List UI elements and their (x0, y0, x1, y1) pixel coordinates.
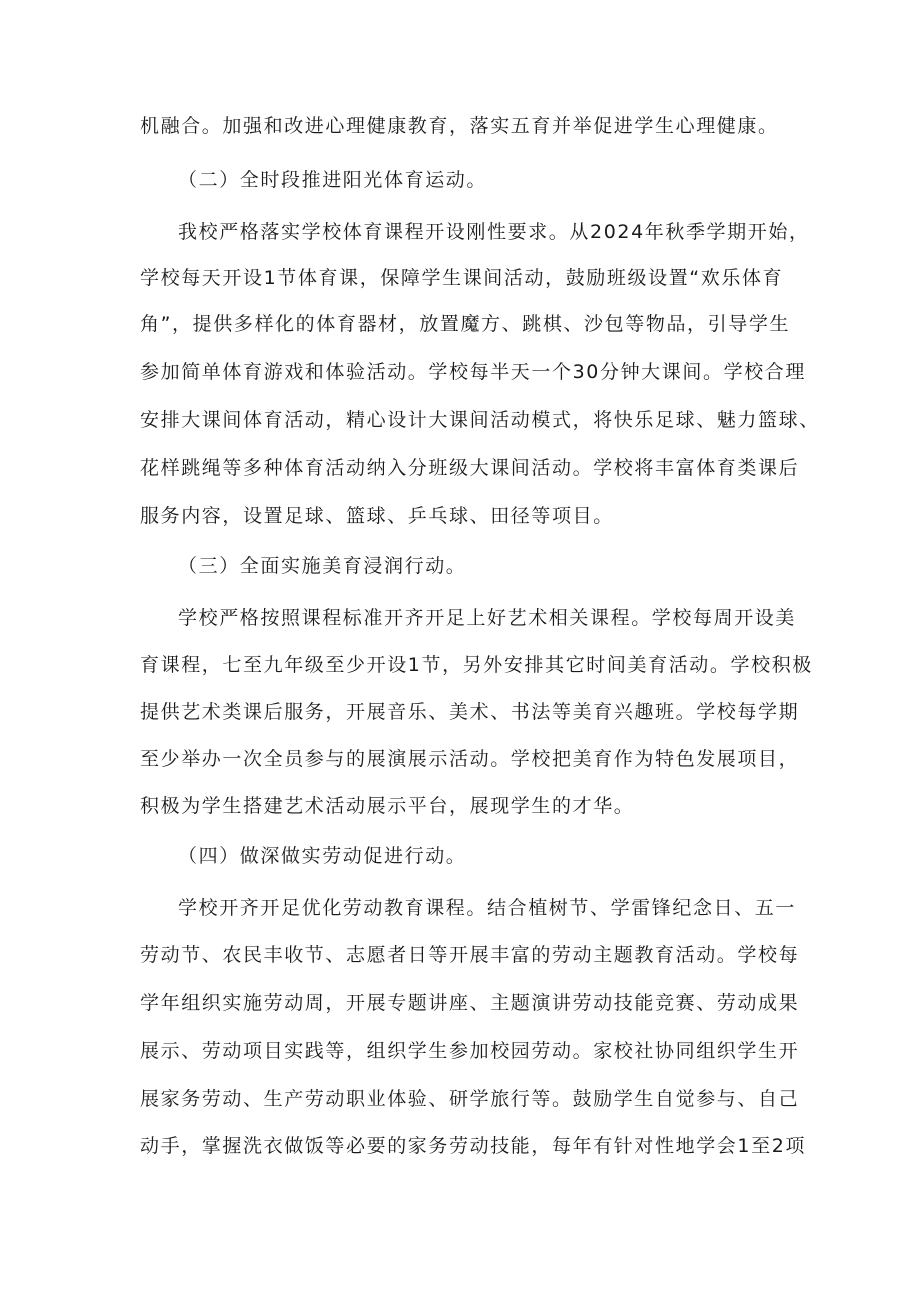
text-line: 学校严格按照课程标准开齐开足上好艺术相关课程。学校每周开设美 (178, 607, 797, 629)
text-line: 积极为学生搭建艺术活动展示平台，展现学生的才华。 (140, 795, 635, 817)
text-line: 学校开齐开足优化劳动教育课程。结合植树节、学雷锋纪念日、五一 (178, 897, 797, 919)
text-line: 学年组织实施劳动周，开展专题讲座、主题演讲劳动技能竞赛、劳动成果 (140, 992, 800, 1014)
text-line: 我校严格落实学校体育课程开设刚性要求。从2024年秋季学期开始， (178, 221, 810, 243)
text-line: 角”，提供多样化的体育器材，放置魔方、跳棋、沙包等物品，引导学生 (140, 313, 791, 335)
text-line: 服务内容，设置足球、篮球、乒乓球、田径等项目。 (140, 505, 614, 527)
text-line: 展示、劳动项目实践等，组织学生参加校园劳动。家校社协同组织学生开 (140, 1040, 800, 1062)
section-heading: （四）做深做实劳动促进行动。 (178, 845, 467, 867)
text-line: 育课程，七至九年级至少开设1节，另外安排其它时间美育活动。学校积极 (140, 654, 813, 676)
text-line: 动手，掌握洗衣做饭等必要的家务劳动技能，每年有针对性地学会1至2项 (140, 1135, 806, 1157)
text-line: 参加简单体育游戏和体验活动。学校每半天一个30分钟大课间。学校合理 (140, 361, 806, 383)
text-line: 机融合。加强和改进心理健康教育，落实五育并举促进学生心理健康。 (140, 115, 779, 137)
text-line: 花样跳绳等多种体育活动纳入分班级大课间活动。学校将丰富体育类课后 (140, 457, 800, 479)
section-heading: （三）全面实施美育浸润行动。 (178, 555, 467, 577)
text-line: 劳动节、农民丰收节、志愿者日等开展丰富的劳动主题教育活动。学校每 (140, 944, 800, 966)
text-line: 安排大课间体育活动，精心设计大课间活动模式，将快乐足球、魅力篮球、 (140, 409, 820, 431)
section-heading: （二）全时段推进阳光体育运动。 (178, 169, 488, 191)
text-line: 展家务劳动、生产劳动职业体验、研学旅行等。鼓励学生自觉参与、自己 (140, 1088, 800, 1110)
text-line: 学校每天开设1节体育课，保障学生课间活动，鼓励班级设置“欢乐体育 (140, 267, 784, 289)
text-line: 提供艺术类课后服务，开展音乐、美术、书法等美育兴趣班。学校每学期 (140, 701, 800, 723)
text-line: 至少举办一次全员参与的展演展示活动。学校把美育作为特色发展项目， (140, 748, 800, 770)
